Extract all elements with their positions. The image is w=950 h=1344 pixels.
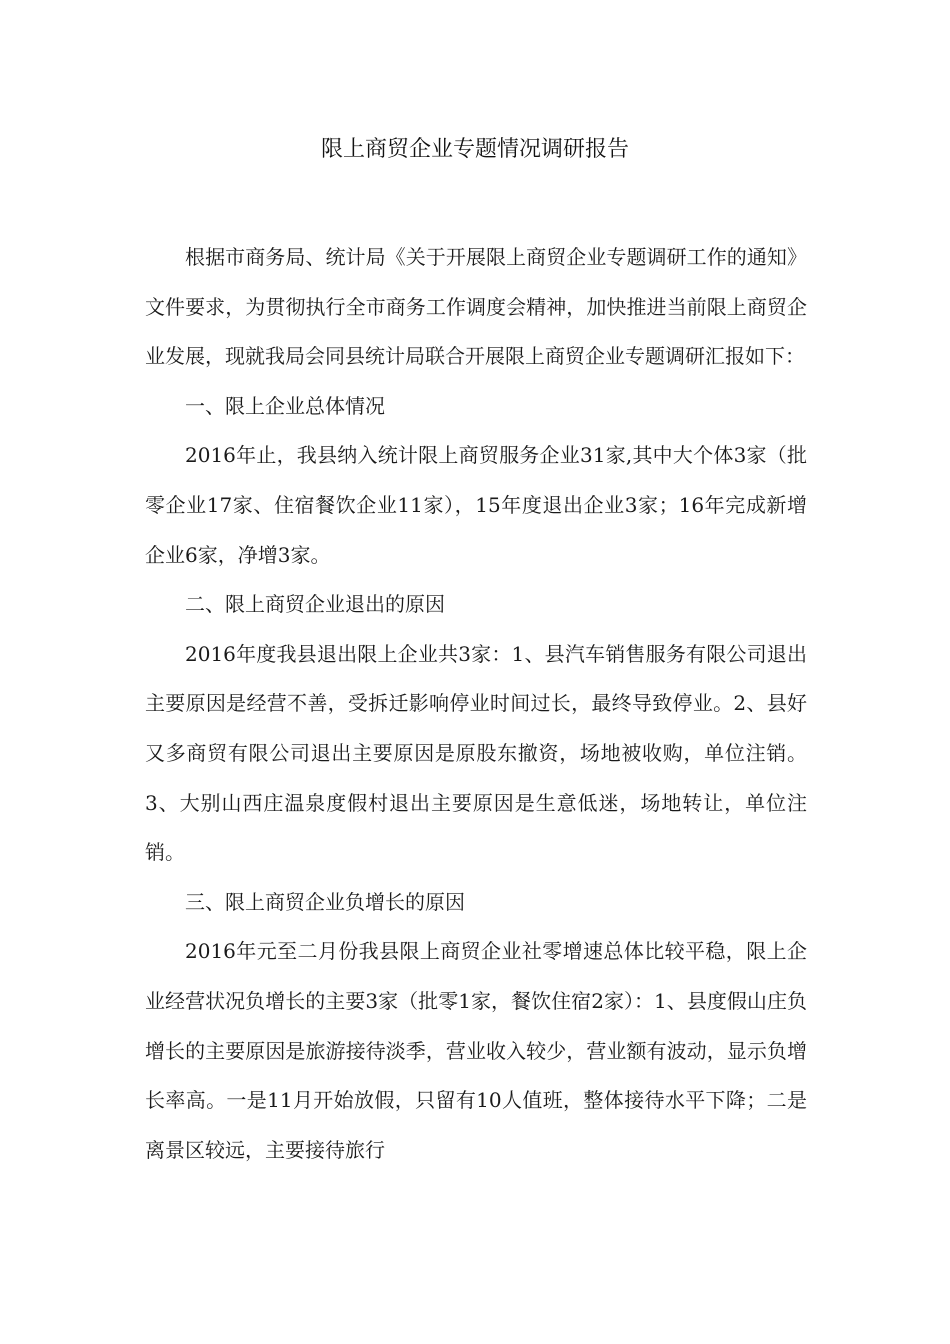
section-2-paragraph: 2016年度我县退出限上企业共3家：1、县汽车销售服务有限公司退出主要原因是经营不善，受拆迁影响停业时间过长，最终导致停业。2、县好又多商贸有限公司退出主要原因是原股东撤资，场地被收购，单位注销。3、大别山西庄温泉度假村退出主要原因是生意低迷，场地转让，单位注销。 xyxy=(145,641,807,865)
section-3-paragraph: 2016年元至二月份我县限上商贸企业社零增速总体比较平稳，限上企业经营状况负增长的主要3家（批零1家，餐饮住宿2家）：1、县度假山庄负增长的主要原因是旅游接待淡季，营业收入较少，营业额有波动，显示负增长率高。一是11月开始放假，只留有10人值班，整体接待水平下降；二是离景区较远，主要接待旅行 xyxy=(145,939,807,1162)
document-title: 限上商贸企业专题情况调研报告 xyxy=(320,137,629,162)
intro-paragraph: 根据市商务局、统计局《关于开展限上商贸企业专题调研工作的通知》文件要求，为贯彻执行全市商务工作调度会精神，加快推进当前限上商贸企业发展，现就我局会同县统计局联合开展限上商贸企业专题调研汇报如下： xyxy=(145,245,807,369)
document-body xyxy=(145,233,807,1175)
section-heading-3: 三、限上商贸企业负增长的原因 xyxy=(185,889,465,914)
section-1-paragraph: 2016年止，我县纳入统计限上商贸服务企业31家,其中大个体3家（批零企业17家、住宿餐饮企业11家），15年度退出企业3家；16年完成新增企业6家，净增3家。 xyxy=(145,443,807,567)
section-heading-2: 二、限上商贸企业退出的原因 xyxy=(185,592,445,617)
section-heading-1: 一、限上企业总体情况 xyxy=(185,393,385,418)
